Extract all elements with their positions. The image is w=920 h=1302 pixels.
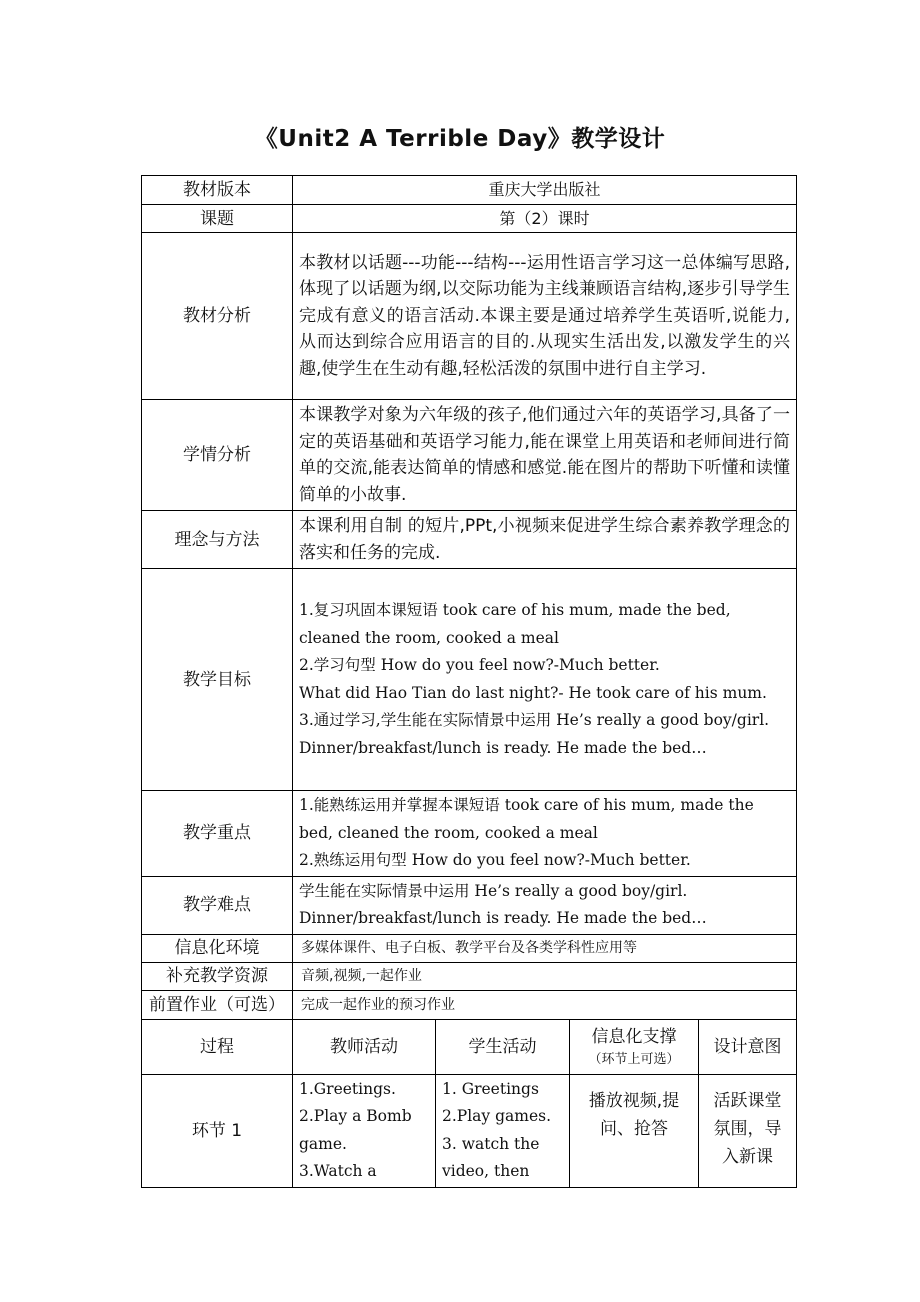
header-it-support-note: （环节上可选） [588, 1051, 680, 1067]
key-points-value [293, 791, 797, 877]
student-activity-line: 3. watch the video, then [442, 1134, 540, 1180]
student-analysis-label: 学情分析 [142, 400, 293, 511]
row-student-analysis [142, 400, 797, 511]
header-it-support [570, 1019, 699, 1074]
objective-line: 1.复习巩固本课短语 took care of his mum, made the bed, cleaned the room, cooked a meal [299, 601, 731, 647]
objective-line: 2.学习句型 How do you feel now?-Much better. [299, 656, 660, 674]
lesson-label: 课题 [142, 205, 293, 233]
it-environment-label: 信息化环境 [142, 934, 293, 962]
stage1-it-support: 播放视频,提问、抢答 [570, 1074, 699, 1187]
student-activity-line: 1. Greetings [442, 1079, 539, 1098]
teacher-activity-line: 1.Greetings. [299, 1079, 396, 1098]
key-point-line: 2.熟练运用句型 How do you feel now?-Much better. [299, 851, 691, 869]
stage1-row [142, 1074, 797, 1187]
stage1-intent: 活跃课堂氛围，导入新课 [699, 1074, 797, 1187]
header-it-support-label: 信息化支撑 [591, 1026, 677, 1047]
textbook-analysis-label: 教材分析 [142, 233, 293, 400]
student-activity-line: 2.Play games. [442, 1107, 552, 1125]
pre-homework-value: 完成一起作业的预习作业 [293, 990, 797, 1019]
difficulties-label: 教学难点 [142, 876, 293, 934]
header-intent: 设计意图 [699, 1019, 797, 1074]
row-it-environment [142, 934, 797, 962]
objective-line: 3.通过学习,学生能在实际情景中运用 He’s really a good boy/girl. Dinner/breakfast/lunch is ready. He made the bed… [299, 711, 770, 757]
header-student: 学生活动 [436, 1019, 570, 1074]
header-process: 过程 [142, 1019, 293, 1074]
row-textbook-analysis [142, 233, 797, 400]
objective-line: What did Hao Tian do last night?- He took care of his mum. [299, 683, 767, 702]
row-resources [142, 962, 797, 990]
row-lesson [142, 205, 797, 233]
lesson-value: 第（2）课时 [293, 205, 797, 233]
teacher-activity-line: 3.Watch a [299, 1162, 377, 1180]
row-key-points [142, 791, 797, 877]
key-points-label: 教学重点 [142, 791, 293, 877]
it-environment-value: 多媒体课件、电子白板、教学平台及各类学科性应用等 [293, 934, 797, 962]
resources-label: 补充教学资源 [142, 962, 293, 990]
lesson-plan-table [141, 175, 797, 1188]
edition-label: 教材版本 [142, 176, 293, 205]
edition-value: 重庆大学出版社 [293, 176, 797, 205]
row-philosophy [142, 511, 797, 569]
stage1-teacher [293, 1074, 436, 1187]
textbook-analysis-value: 本教材以话题---功能---结构---运用性语言学习这一总体编写思路,体现了以话题为纲,以交际功能为主线兼顾语言结构,逐步引导学生完成有意义的语言活动.本课主要是通过培养学生英语听,说能力,从而达到综合应用语言的目的.从现实生活出发,以激发学生的兴趣,使学生在生动有趣,轻松活泼的氛围中进行自主学习. [293, 233, 797, 400]
key-point-line: 1.能熟练运用并掌握本课短语 took care of his mum, made the bed, cleaned the room, cooked a meal [299, 796, 754, 842]
stage1-name: 环节 1 [142, 1074, 293, 1187]
resources-value: 音频,视频,一起作业 [293, 962, 797, 990]
row-edition [142, 176, 797, 205]
teacher-activity-line: 2.Play a Bomb game. [299, 1107, 412, 1153]
process-header-row [142, 1019, 797, 1074]
objectives-value [293, 569, 797, 791]
difficulties-value: 学生能在实际情景中运用 He’s really a good boy/girl. Dinner/breakfast/lunch is ready. He made the bed… [293, 876, 797, 934]
stage1-student [436, 1074, 570, 1187]
pre-homework-label: 前置作业（可选） [142, 990, 293, 1019]
row-difficulties [142, 876, 797, 934]
row-pre-homework [142, 990, 797, 1019]
row-objectives [142, 569, 797, 791]
objectives-label: 教学目标 [142, 569, 293, 791]
philosophy-value: 本课利用自制 的短片,PPt,小视频来促进学生综合素养教学理念的落实和任务的完成. [293, 511, 797, 569]
student-analysis-value: 本课教学对象为六年级的孩子,他们通过六年的英语学习,具备了一定的英语基础和英语学习能力,能在课堂上用英语和老师间进行简单的交流,能表达简单的情感和感觉.能在图片的帮助下听懂和读懂简单的小故事. [293, 400, 797, 511]
header-teacher: 教师活动 [293, 1019, 436, 1074]
document-title: 《Unit2 A Terrible Day》教学设计 [254, 126, 666, 152]
philosophy-label: 理念与方法 [142, 511, 293, 569]
